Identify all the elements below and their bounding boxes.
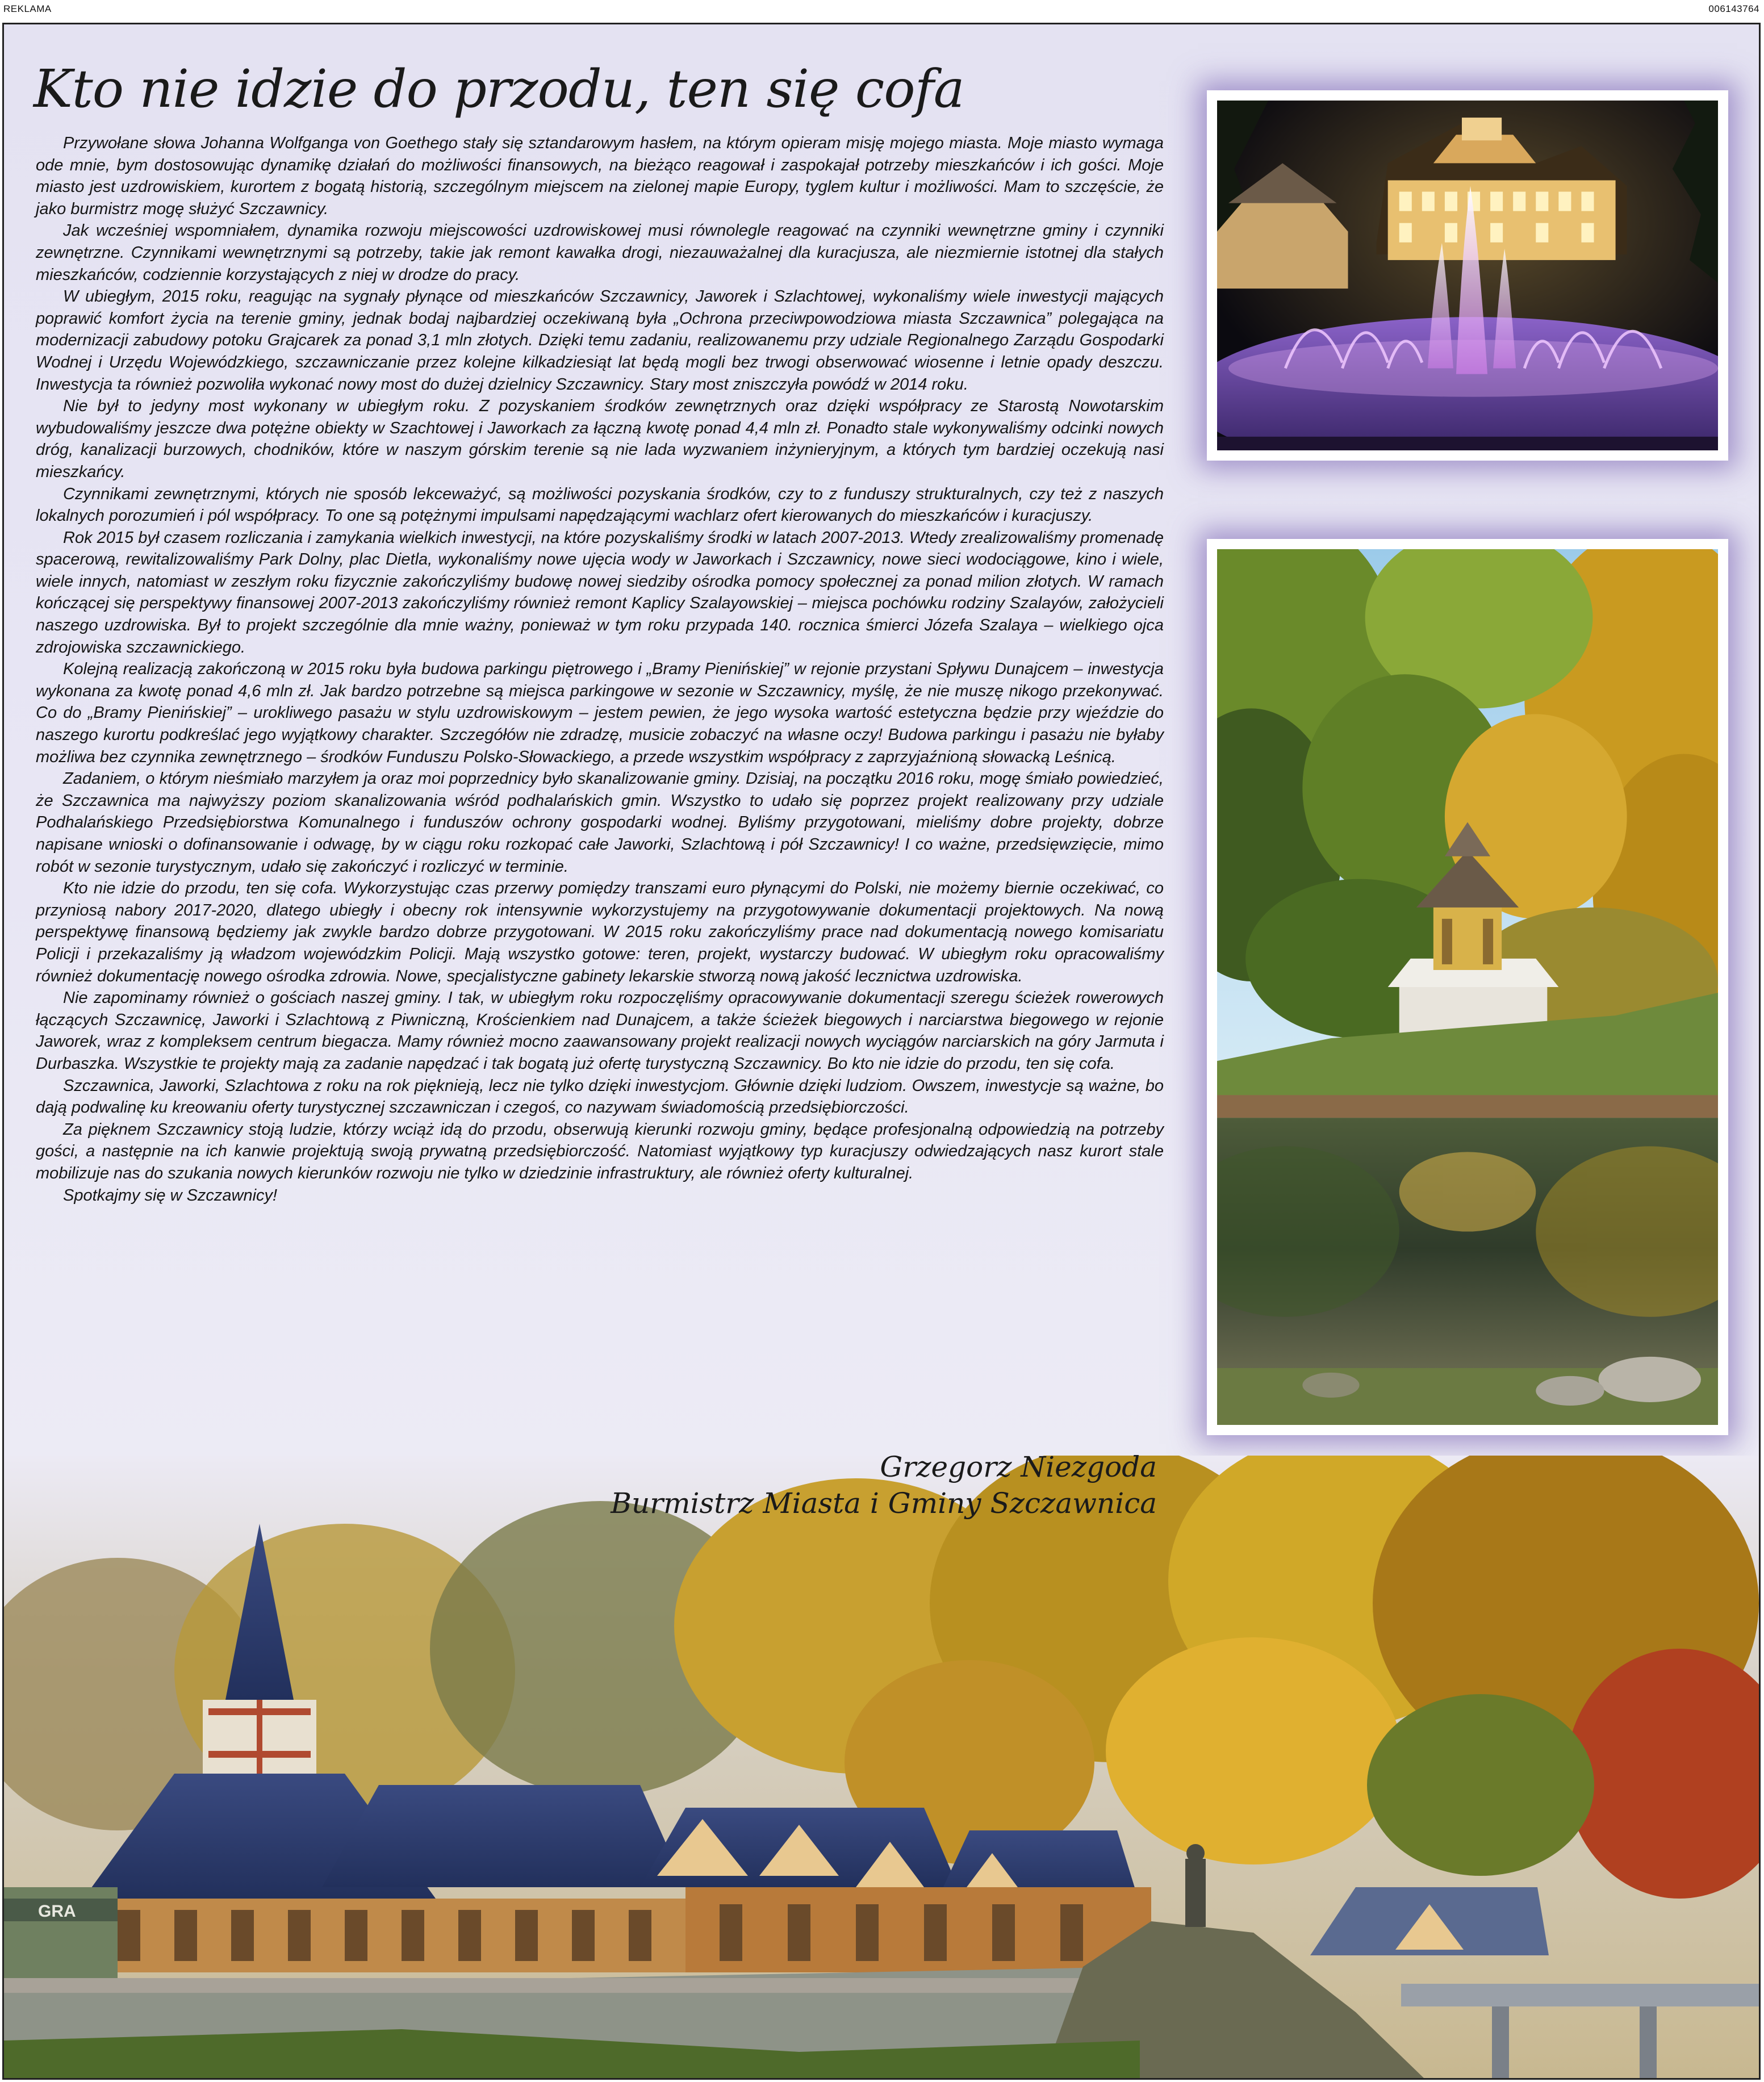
article-paragraph: Spotkajmy się w Szczawnicy! [63,1186,278,1205]
ad-code: 006143764 [1708,3,1759,14]
article-paragraph: Rok 2015 był czasem rozliczania i zamykania wielkich inwestycji, na które pozyskaliśmy środki w latach 2007-2013. Wtedy zrealizowaliśmy promenadę spacerową, rewitalizowaliśmy Park Dolny, plac Dietla, wykonaliśmy nowe ujęcia wody w Jaworkach i Szczawnicy, nowe sieci wodociągowe, kino i wiele, wiele innych, natomiast w zeszłym roku fizycznie zakończyliśmy budowę nowej siedziby ośrodka pomocy społecznej za ponad milion złotych. W ramach kończącej się perspektywy finansowej 2007-2013 zakończyliśmy również remont Kaplicy Szalayowskiej – miejsca pochówku rodziny Szalayów, założycieli naszego uzdrowiska. Był to projekt szczególnie dla mnie ważny, ponieważ w tym roku przypada 140. rocznica śmierci Józefa Szalaya – wielkiego ojca zdrojowiska szczawnickiego. [36,528,1164,657]
signature-role: Burmistrz Miasta i Gminy Szczawnica [611,1487,1157,1520]
article-paragraph: Czynnikami zewnętrznymi, których nie sposób lekceważyć, są możliwości pozyskania środków, czy to z funduszy strukturalnych, czy też z naszych lokalnych porozumień i pól współpracy. To one są potężnymi impulsami napędzającymi wachlarz ofert kierowanych do mieszkańców i kuracjuszy. [36,484,1164,525]
article-paragraph: Kto nie idzie do przodu, ten się cofa. Wykorzystując czas przerwy pomiędzy transzami euro płynącymi do Polski, nie możemy biernie oczekiwać, co przyniosą nabory 2017-2020, dlatego ubiegły i obecny rok intensywnie wykorzystujemy na przygotowywanie dokumentacji projektowych. Na nową perspektywę finansową będziemy jak zwykle bardzo dobrze przygotowani. W 2015 roku zakończyliśmy prace nad dokumentacją nowego komisariatu Policji i przekazaliśmy ją władzom wojewódzkim Policji. Mają wszystko gotowe: teren, projekt, wystarczy budować. W ubiegłym roku opracowaliśmy również dokumentację nowego ośrodka zdrowia. Nowe, specjalistyczne gabinety lekarskie stworzą nową jakość lecznictwa uzdrowiska. [36,879,1164,985]
panorama-sign: GRA [38,1902,76,1921]
town-panorama-photo [4,1456,1759,2078]
gazebo-pond-illustration [1217,549,1718,1425]
signature-name: Grzegorz Niezgoda [880,1450,1157,1483]
article-paragraph: Jak wcześniej wspomniałem, dynamika rozwoju miejscowości uzdrowiskowej musi równolegle reagować na czynniki wewnętrzne gminy i czynniki zewnętrzne. Czynnikami wewnętrznymi są potrzeby, takie jak remont kawałka drogi, niezauważalnej dla kuracjusza, ale niezmiernie istotnej dla stałych mieszkańców, codziennie korzystających z niej w drodze do pracy. [36,221,1164,284]
panorama-illustration [4,1456,1759,2078]
article-title: Kto nie idzie do przodu, ten się cofa [34,58,964,119]
gazebo-pond-photo [1207,539,1728,1435]
ad-label: REKLAMA [3,3,52,14]
article-paragraph: Przywołane słowa Johanna Wolfganga von Goethego stały się sztandarowym hasłem, na którym opieram misję mojego miasta. Moje miasto wymaga ode mnie, bym dostosowując dynamikę działań do możliwości finansowych, na bieżąco reagował i zaspokajał potrzeby mieszkańców i ich gości. Moje miasto jest uzdrowiskiem, kurortem z bogatą historią, szczególnym miejscem na zielonej mapie Europy, tyglem kultur i możliwości. Mam to szczęście, że jako burmistrz mogę służyć Szczawnicy. [36,134,1164,218]
advertisement-page [2,23,1761,2080]
signature-block [611,1449,1157,1521]
article-paragraph: W ubiegłym, 2015 roku, reagując na sygnały płynące od mieszkańców Szczawnicy, Jaworek i Szlachtowej, wykonaliśmy wiele inwestycji mających poprawić komfort życia na terenie gminy, jednak bodaj najbardziej oczekiwaną była „Ochrona przeciwpowodziowa miasta Szczawnica” polegająca na modernizacji zabudowy potoku Grajcarek za ponad 3,1 mln złotych. Dzięki temu zadaniu, realizowanemu przy udziale Regionalnego Zarządu Gospodarki Wodnej i Urzędu Wojewódzkiego, szczawniczanie przez kolejne kilkadziesiąt lat będą mogli bez trwogi obserwować wiosenne i letnie opady deszczu. Inwestycja ta również pozwoliła wykonać nowy most do dużej dzielnicy Szczawnicy. Stary most zniszczyła powódź w 2014 roku. [36,287,1164,394]
article-paragraph: Kolejną realizacją zakończoną w 2015 roku była budowa parkingu piętrowego i „Bramy Pienińskiej” w rejonie przystani Spływu Dunajcem – inwestycja wykonana za kwotę ponad 4,6 mln zł. Jak bardzo potrzebne są miejsca parkingowe w sezonie w Szczawnicy, myślę, że nie muszę nikogo przekonywać. Co do „Bramy Pienińskiej” – urokliwego pasażu w stylu uzdrowiskowym – jestem pewien, że jego wysoka wartość estetyczna będzie przy wjeździe do naszego kurortu podkreślać jego wyjątkowy charakter. Szczegółów nie zdradzę, musicie zobaczyć na własne oczy! Budowa parkingu i pasażu nie byłaby możliwa bez czynnika zewnętrznego – środków Funduszu Polsko-Słowackiego, a przede wszystkim współpracy z zaprzyjaźnioną słowacką Leśnicą. [36,660,1164,766]
article-paragraph: Nie był to jedyny most wykonany w ubiegłym roku. Z pozyskaniem środków zewnętrznych oraz dzięki współpracy ze Starostą Nowotarskim wybudowaliśmy jeszcze dwa potężne obiekty w Szachtowej i Jaworkach za łączną kwotę ponad 4,4 mln zł. Ponadto stale wykonywaliśmy odcinki nowych dróg, kanalizacji burzowych, chodników, które w naszym górskim terenie są nie lada wyzwaniem inżynieryjnym, a których tym bardziej oczekują nasi mieszkańcy. [36,397,1164,481]
fountain-photo [1207,90,1728,461]
article-paragraph: Zadaniem, o którym nieśmiało marzyłem ja oraz moi poprzednicy było skanalizowanie gminy. Dzisiaj, na początku 2016 roku, mogę śmiało powiedzieć, że Szczawnica ma najwyższy poziom skanalizowania wśród podhalańskich gmin. Wszystko to udało się poprzez projekt realizowany przy udziale Podhalańskiego Przedsiębiorstwa Komunalnego i funduszów ochrony gospodarki wodnej. Byliśmy przygotowani, mieliśmy dobre projekty, dobrze napisane wnioski o dofinansowanie i odwagę, by w ciągu roku rozkopać całe Jaworki, Szlachtową i pół Szczawnicy! I co ważne, przedsięwzięcie, mimo robót w sezonie turystycznym, udało się zakończyć i rozliczyć w terminie. [36,770,1164,876]
article-paragraph: Nie zapominamy również o gościach naszej gminy. I tak, w ubiegłym roku rozpoczęliśmy opracowywanie dokumentacji szeregu ścieżek rowerowych łączących Szczawnicę, Jaworki i Szlachtową z Piwniczną, Krościenkiem nad Dunajcem, a także ścieżek biegowych i narciarstwa biegowego w rejonie Jaworek, wraz z kompleksem centrum biegacza. Mamy również mocno zaawansowany projekt realizacji nowych wyciągów narciarskich na góry Jarmuta i Durbaszka. Wszystkie te projekty mają za zadanie napędzać i tak bogatą już ofertę turystyczną Szczawnicy. Bo kto nie idzie do przodu, ten się cofa. [36,989,1164,1073]
fountain-illustration [1217,101,1718,450]
article-paragraph: Za pięknem Szczawnicy stoją ludzie, którzy wciąż idą do przodu, obserwują kierunki rozwoju gminy, będące profesjonalną odpowiedzią na potrzeby gości, a następnie na ich kanwie projektują swoją prywatną przedsiębiorczość. Natomiast wyjątkowy typ kuracjuszy odwiedzających nasz kurort stale mobilizuje nas do szukania nowych kierunków rozwoju nie tylko w dziedzinie infrastruktury, ale również oferty kulturalnej. [36,1120,1164,1182]
article-body [36,132,1164,1206]
article-paragraph: Szczawnica, Jaworki, Szlachtowa z roku na rok pięknieją, lecz nie tylko dzięki inwestycjom. Głównie dzięki ludziom. Owszem, inwestycje są ważne, bo dają podwalinę ku kreowaniu oferty turystycznej szczawniczan i czegoś, co nazywam świadomością przedsiębiorczości. [36,1076,1164,1117]
